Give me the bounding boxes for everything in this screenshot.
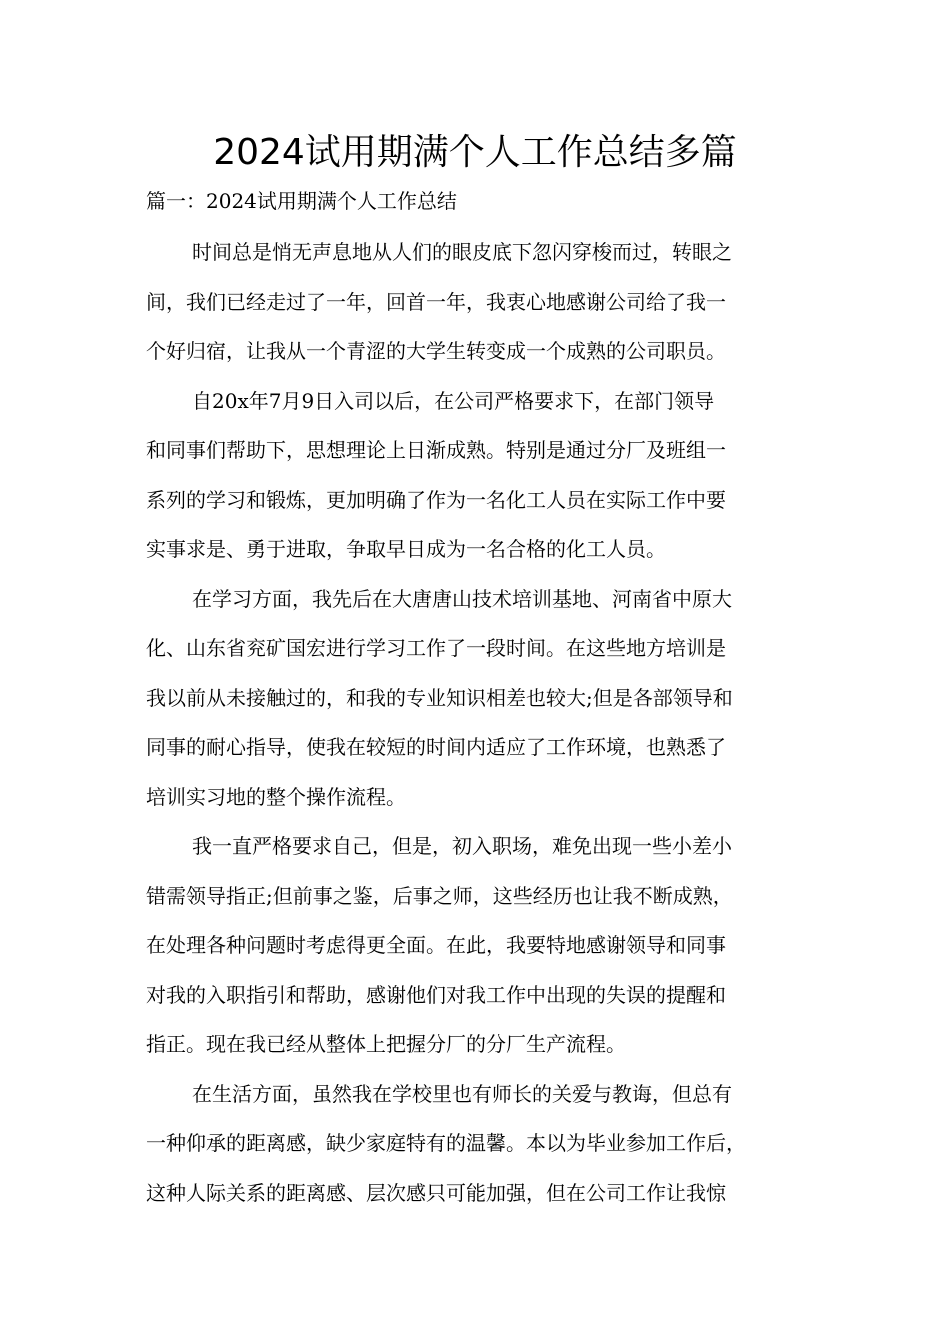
paragraph-line: 自20x年7月9日入司以后，在公司严格要求下，在部门领导 bbox=[192, 389, 715, 413]
paragraph-line: 实事求是、勇于进取，争取早日成为一名合格的化工人员。 bbox=[146, 537, 666, 561]
paragraph-line: 指正。现在我已经从整体上把握分厂的分厂生产流程。 bbox=[146, 1032, 626, 1056]
paragraph-line: 和同事们帮助下，思想理论上日渐成熟。特别是通过分厂及班组一 bbox=[146, 438, 726, 462]
paragraph-line: 我以前从未接触过的，和我的专业知识相差也较大;但是各部领导和 bbox=[146, 686, 733, 710]
paragraph-line: 化、山东省兖矿国宏进行学习工作了一段时间。在这些地方培训是 bbox=[146, 636, 726, 660]
paragraph-line: 个好归宿，让我从一个青涩的大学生转变成一个成熟的公司职员。 bbox=[146, 339, 726, 363]
paragraph-line: 在学习方面，我先后在大唐唐山技术培训基地、河南省中原大 bbox=[192, 587, 732, 611]
document-title: 2024试用期满个人工作总结多篇 bbox=[213, 132, 737, 173]
paragraph-line: 系列的学习和锻炼，更加明确了作为一名化工人员在实际工作中要 bbox=[146, 488, 726, 512]
paragraph-line: 时间总是悄无声息地从人们的眼皮底下忽闪穿梭而过，转眼之 bbox=[192, 240, 732, 264]
paragraph-line: 间，我们已经走过了一年，回首一年，我衷心地感谢公司给了我一 bbox=[146, 290, 726, 314]
paragraph-line: 在处理各种问题时考虑得更全面。在此，我要特地感谢领导和同事 bbox=[146, 933, 726, 957]
paragraph-line: 错需领导指正;但前事之鉴，后事之师，这些经历也让我不断成熟， bbox=[146, 884, 733, 908]
paragraph-line: 培训实习地的整个操作流程。 bbox=[146, 785, 406, 809]
paragraph-line: 同事的耐心指导，使我在较短的时间内适应了工作环境，也熟悉了 bbox=[146, 735, 726, 759]
paragraph-line: 这种人际关系的距离感、层次感只可能加强，但在公司工作让我惊 bbox=[146, 1181, 726, 1205]
paragraph-line: 一种仰承的距离感，缺少家庭特有的温馨。本以为毕业参加工作后， bbox=[146, 1131, 746, 1155]
paragraph-line: 在生活方面，虽然我在学校里也有师长的关爱与教诲，但总有 bbox=[192, 1082, 732, 1106]
paragraph-line: 对我的入职指引和帮助，感谢他们对我工作中出现的失误的提醒和 bbox=[146, 983, 726, 1007]
section-heading: 篇一：2024试用期满个人工作总结 bbox=[146, 189, 457, 213]
paragraph-line: 我一直严格要求自己，但是，初入职场，难免出现一些小差小 bbox=[192, 834, 732, 858]
